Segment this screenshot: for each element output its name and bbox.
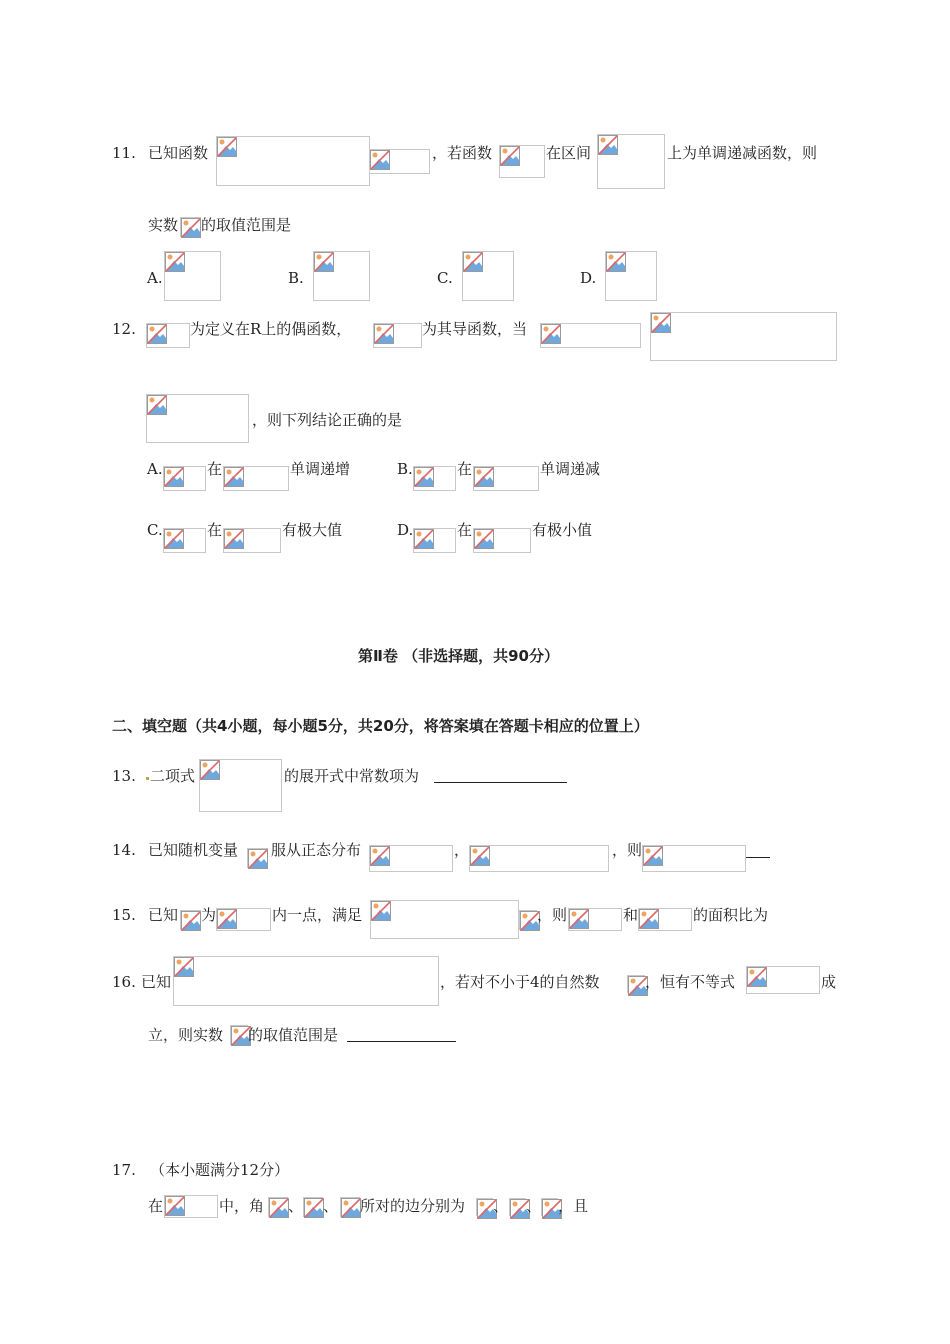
formula-image: [541, 1198, 558, 1216]
broken-image-icon: [314, 252, 334, 272]
formula-image: [146, 323, 190, 348]
q15-text: ，则: [537, 906, 568, 924]
q17-text: 所对的边分别为: [360, 1197, 466, 1215]
broken-image-icon: [164, 467, 184, 487]
formula-image: [473, 528, 531, 553]
q11-text: 实数: [148, 216, 179, 234]
formula-image: [268, 1197, 288, 1217]
broken-image-icon: [181, 911, 201, 931]
q13-text: 的展开式中常数项为: [284, 767, 420, 785]
q12-text: 为定义在R上的偶函数，: [190, 320, 352, 338]
broken-image-icon: [463, 252, 483, 272]
q17-number: 17.: [112, 1161, 136, 1179]
formula-image: [597, 134, 665, 189]
formula-image: [638, 908, 692, 931]
q12-option-text: 在: [457, 460, 473, 478]
formula-image: [216, 908, 271, 931]
formula-image: [313, 251, 370, 301]
broken-image-icon: [147, 395, 167, 415]
q12-option-b-label: B.: [397, 460, 413, 478]
broken-image-icon: [414, 467, 434, 487]
q14-text: 服从正态分布: [271, 841, 362, 859]
formula-image: [370, 900, 519, 939]
answer-blank[interactable]: [347, 1041, 456, 1042]
broken-image-icon: [643, 846, 663, 866]
broken-image-icon: [474, 529, 494, 549]
q12-option-a-label: A.: [147, 460, 163, 478]
q11-number: 11.: [112, 144, 136, 162]
q11-text: 在区间: [546, 144, 592, 162]
broken-image-icon: [370, 846, 390, 866]
formula-image: [499, 145, 545, 178]
q11-text: 已知函数: [148, 144, 209, 162]
q11-option-a-label: A.: [147, 269, 163, 287]
formula-image: [476, 1198, 493, 1216]
formula-image: [146, 394, 249, 443]
q12-option-text: 在: [207, 521, 223, 539]
broken-image-icon: [569, 909, 589, 929]
formula-image: [247, 848, 268, 868]
broken-image-icon: [217, 137, 237, 157]
broken-image-icon: [651, 313, 671, 333]
broken-image-icon: [371, 901, 391, 921]
formula-image: [180, 217, 201, 237]
q12-text: ，则下列结论正确的是: [252, 411, 403, 429]
q14-text: ，: [454, 841, 470, 859]
broken-image-icon: [174, 957, 194, 977]
q13-number: 13.: [112, 767, 136, 785]
q12-option-text: 单调递减: [540, 460, 601, 478]
q11-option-c-label: C.: [437, 269, 453, 287]
q15-text: 为: [201, 906, 217, 924]
formula-image: [223, 466, 289, 491]
formula-image: [216, 136, 370, 186]
formula-image: [413, 466, 456, 491]
formula-image: [509, 1198, 526, 1216]
broken-image-icon: [598, 135, 618, 155]
formula-image: [746, 966, 820, 994]
marker-dot: [146, 777, 149, 780]
broken-image-icon: [639, 909, 659, 929]
formula-image: [462, 251, 514, 301]
q17-text: 、: [323, 1197, 339, 1215]
q12-option-text: 有极大值: [282, 521, 343, 539]
broken-image-icon: [370, 150, 390, 170]
formula-image: [163, 528, 206, 553]
q16-text: 立，则实数: [148, 1026, 224, 1044]
formula-image: [469, 845, 609, 872]
q15-text: 已知: [148, 906, 179, 924]
broken-image-icon: [500, 146, 520, 166]
q11-text: 的取值范围是: [201, 216, 292, 234]
formula-image: [340, 1197, 360, 1217]
q12-option-c-label: C.: [147, 521, 163, 539]
q11-text: 上为单调递减函数，则: [667, 144, 818, 162]
q17-score: （本小题满分12分）: [150, 1161, 290, 1179]
broken-image-icon: [248, 849, 268, 869]
broken-image-icon: [217, 909, 237, 929]
broken-image-icon: [606, 252, 626, 272]
q16-number: 16.: [112, 973, 136, 991]
q15-text: 内一点，满足: [272, 906, 363, 924]
broken-image-icon: [414, 529, 434, 549]
q14-number: 14.: [112, 841, 136, 859]
q17-text: 、: [288, 1197, 304, 1215]
formula-image: [650, 312, 837, 361]
q12-option-text: 单调递增: [290, 460, 351, 478]
formula-image: [303, 1197, 323, 1217]
q17-text: 、: [493, 1197, 509, 1215]
answer-blank[interactable]: [434, 782, 567, 783]
broken-image-icon: [269, 1198, 289, 1218]
q16-text: ，若对不小于4的自然数: [440, 973, 600, 991]
q17-text: 在: [148, 1197, 164, 1215]
q17-text: ，且: [558, 1197, 589, 1215]
q14-text: 已知随机变量: [148, 841, 239, 859]
section-title: 第Ⅱ卷 （非选择题，共90分）: [358, 647, 559, 665]
formula-image: [373, 323, 422, 348]
q12-number: 12.: [112, 320, 136, 338]
broken-image-icon: [224, 467, 244, 487]
broken-image-icon: [147, 324, 167, 344]
formula-image: [642, 845, 746, 872]
formula-image: [473, 466, 539, 491]
formula-image: [223, 528, 281, 553]
formula-image: [164, 1195, 218, 1218]
q12-text: 为其导函数，当: [422, 320, 528, 338]
broken-image-icon: [181, 218, 201, 238]
answer-blank[interactable]: [746, 857, 770, 858]
formula-image: [163, 466, 206, 491]
q16-text: 成: [821, 973, 837, 991]
q17-text: 中，角: [219, 1197, 265, 1215]
q15-number: 15.: [112, 906, 136, 924]
formula-image: [173, 956, 439, 1006]
broken-image-icon: [470, 846, 490, 866]
formula-image: [627, 975, 645, 993]
broken-image-icon: [341, 1198, 361, 1218]
broken-image-icon: [541, 324, 561, 344]
q12-option-d-label: D.: [397, 521, 414, 539]
q11-option-b-label: B.: [288, 269, 304, 287]
broken-image-icon: [224, 529, 244, 549]
q16-text: 已知: [141, 973, 172, 991]
q12-option-text: 有极小值: [532, 521, 593, 539]
q11-option-d-label: D.: [580, 269, 597, 287]
q15-text: 的面积比为: [693, 906, 769, 924]
q11-text: ，若函数: [432, 144, 493, 162]
q13-text: 二项式: [150, 767, 196, 785]
q12-option-text: 在: [207, 460, 223, 478]
formula-image: [413, 528, 456, 553]
q17-text: 、: [526, 1197, 542, 1215]
formula-image: [164, 251, 221, 301]
formula-image: [369, 845, 453, 872]
formula-image: [519, 910, 537, 930]
formula-image: [605, 251, 657, 301]
formula-image: [540, 323, 641, 348]
broken-image-icon: [164, 529, 184, 549]
broken-image-icon: [304, 1198, 324, 1218]
broken-image-icon: [165, 252, 185, 272]
fill-in-section-header: 二、填空题（共4小题，每小题5分，共20分，将答案填在答题卡相应的位置上）: [112, 717, 649, 735]
q16-text: ，恒有不等式: [645, 973, 736, 991]
formula-image: [369, 149, 430, 174]
broken-image-icon: [374, 324, 394, 344]
q14-text: ，则: [612, 841, 643, 859]
broken-image-icon: [200, 760, 220, 780]
formula-image: [230, 1025, 248, 1045]
q15-text: 和: [623, 906, 639, 924]
broken-image-icon: [474, 467, 494, 487]
broken-image-icon: [747, 967, 767, 987]
broken-image-icon: [165, 1196, 185, 1216]
q12-option-text: 在: [457, 521, 473, 539]
q16-text: 的取值范围是: [248, 1026, 339, 1044]
formula-image: [180, 910, 201, 930]
formula-image: [199, 759, 282, 812]
formula-image: [568, 908, 622, 931]
